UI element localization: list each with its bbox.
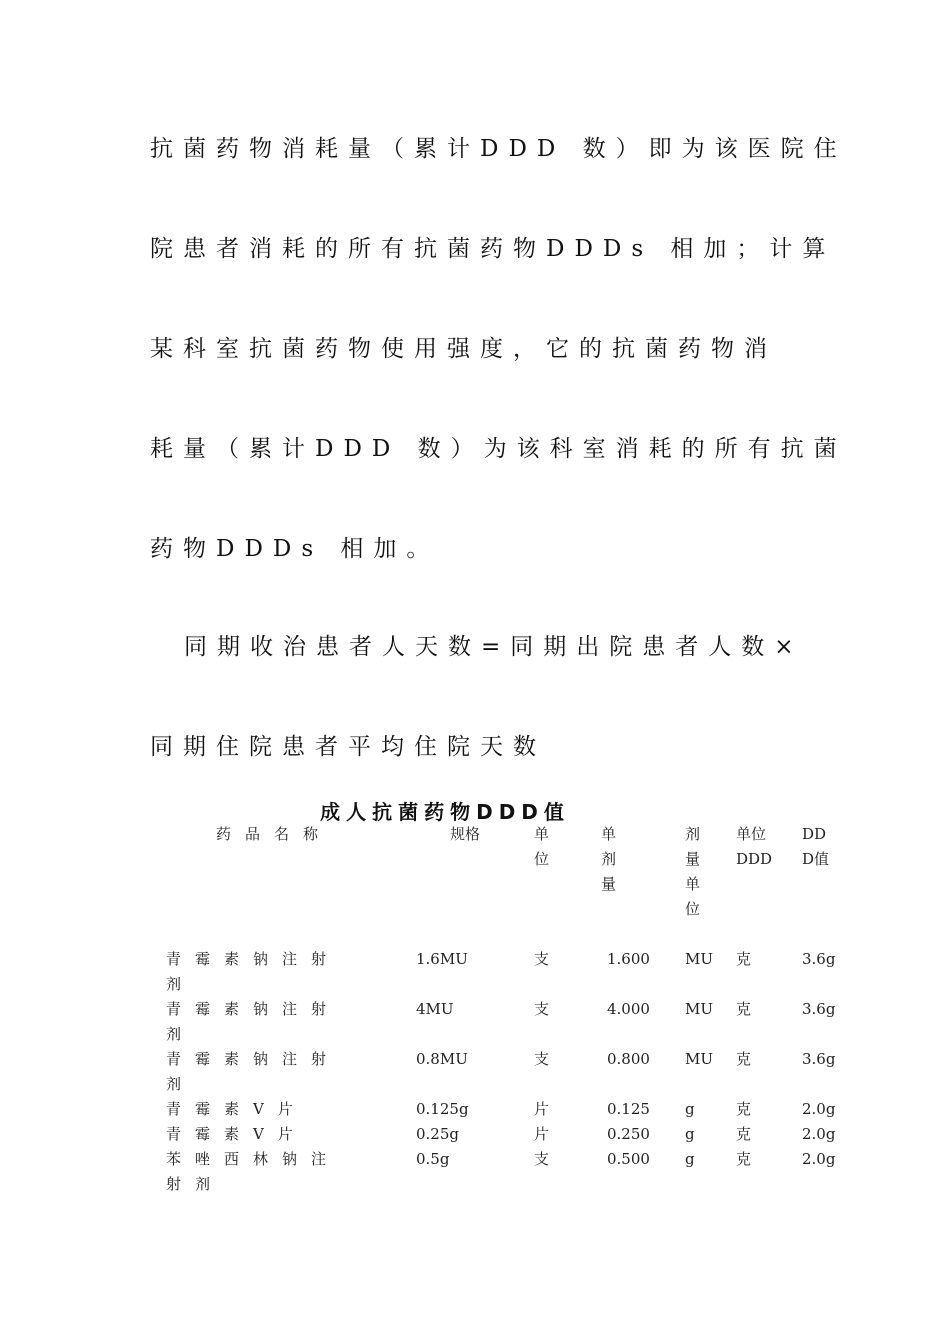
ddd-unit-cell: 克 [736, 1050, 752, 1068]
drug-name-cell: 青霉素钠注射剂 [166, 950, 341, 993]
single-dose-cell: 0.125 [607, 1100, 650, 1118]
table-title: 成人抗菌药物DDD值 [320, 800, 570, 824]
header-drug-name: 药品名称 [216, 825, 333, 843]
header-single-dose: 单剂量 [601, 825, 617, 893]
ddd-value-cell: 2.0g [802, 1125, 836, 1143]
unit-cell: 片 [534, 1125, 550, 1143]
spec-cell: 0.25g [416, 1125, 460, 1143]
paragraph-line-7: 同期住院患者平均住院天数 [150, 734, 546, 760]
unit-cell: 支 [534, 1150, 550, 1168]
paragraph-line-5: 药物DDDs 相加。 [150, 536, 440, 562]
dose-unit-cell: g [685, 1100, 695, 1118]
unit-cell: 支 [534, 1000, 550, 1018]
paragraph-line-3: 某科室抗菌药物使用强度，它的抗菌药物消 [150, 336, 777, 362]
drug-name-cell: 青霉素钠注射剂 [166, 1000, 341, 1043]
dose-unit-cell: g [685, 1125, 695, 1143]
header-unit: 单位 [534, 825, 550, 868]
header-unit-ddd: 单位DDD [736, 825, 773, 868]
single-dose-cell: 0.800 [607, 1050, 650, 1068]
ddd-value-cell: 2.0g [802, 1100, 836, 1118]
dose-unit-cell: MU [685, 1000, 714, 1018]
single-dose-cell: 1.600 [607, 950, 650, 968]
paragraph-line-4: 耗量（累计DDD 数）为该科室消耗的所有抗菌 [150, 436, 847, 462]
drug-name-cell: 苯唑西林钠注射剂 [166, 1150, 341, 1193]
ddd-unit-cell: 克 [736, 1100, 752, 1118]
ddd-value-cell: 3.6g [802, 950, 836, 968]
drug-name-cell: 青霉素V片 [166, 1125, 307, 1143]
dose-unit-cell: MU [685, 950, 714, 968]
header-spec [416, 822, 481, 847]
header-dose-unit: 剂量单位 [685, 825, 701, 918]
single-dose-cell: 0.250 [607, 1125, 650, 1143]
drug-name-cell: 青霉素V片 [166, 1100, 307, 1118]
spec-cell: 4MU [416, 1000, 454, 1018]
unit-cell: 片 [534, 1100, 550, 1118]
ddd-unit-cell: 克 [736, 950, 752, 968]
single-dose-cell: 4.000 [607, 1000, 650, 1018]
single-dose-cell: 0.500 [607, 1150, 650, 1168]
paragraph-line-2: 院患者消耗的所有抗菌药物DDDs 相加；计算 [150, 236, 836, 262]
ddd-unit-cell: 克 [736, 1150, 752, 1168]
header-spec-text: 规格 [450, 825, 481, 843]
drug-name-cell: 青霉素钠注射剂 [166, 1050, 341, 1093]
dose-unit-cell: g [685, 1150, 695, 1168]
spec-cell: 0.5g [416, 1150, 450, 1168]
spec-cell: 1.6MU [416, 950, 468, 968]
unit-cell: 支 [534, 950, 550, 968]
paragraph-line-6: 同期收治患者人天数=同期出院患者人数× [184, 634, 804, 660]
unit-cell: 支 [534, 1050, 550, 1068]
ddd-unit-cell: 克 [736, 1125, 752, 1143]
ddd-value-cell: 3.6g [802, 1000, 836, 1018]
header-ddd-value: DDD值 [802, 825, 830, 868]
dose-unit-cell: MU [685, 1050, 714, 1068]
spec-cell: 0.125g [416, 1100, 469, 1118]
ddd-value-cell: 2.0g [802, 1150, 836, 1168]
spec-cell: 0.8MU [416, 1050, 468, 1068]
paragraph-line-1: 抗菌药物消耗量（累计DDD 数）即为该医院住 [150, 136, 847, 162]
ddd-value-cell: 3.6g [802, 1050, 836, 1068]
ddd-unit-cell: 克 [736, 1000, 752, 1018]
